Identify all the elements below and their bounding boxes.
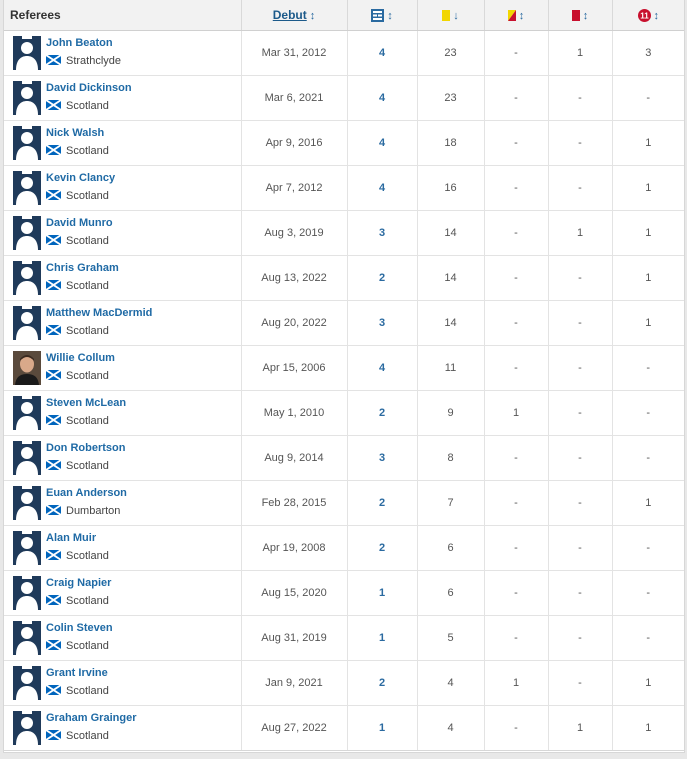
yellow-red-cards-count: - bbox=[484, 616, 548, 661]
scotland-flag-icon bbox=[46, 370, 61, 380]
red-cards-count: - bbox=[548, 166, 612, 211]
penalties-count: 1 bbox=[612, 256, 684, 301]
referee-cell bbox=[4, 706, 241, 751]
red-cards-count: - bbox=[548, 391, 612, 436]
yellow-red-card-icon bbox=[508, 10, 516, 21]
referee-avatar[interactable] bbox=[13, 666, 41, 700]
referee-avatar[interactable] bbox=[13, 531, 41, 565]
debut-date: Mar 31, 2012 bbox=[241, 31, 347, 76]
referee-name-link[interactable]: Don Robertson bbox=[46, 442, 126, 454]
scotland-flag-icon bbox=[46, 730, 61, 740]
yellow-cards-column-header[interactable] bbox=[417, 0, 484, 31]
yellow-cards-count: 16 bbox=[417, 166, 484, 211]
referee-name-link[interactable]: Euan Anderson bbox=[46, 487, 127, 499]
referee-origin-text: Strathclyde bbox=[66, 55, 122, 67]
table-row bbox=[4, 166, 684, 211]
yellow-red-cards-count: 1 bbox=[484, 391, 548, 436]
penalties-count: - bbox=[612, 571, 684, 616]
referee-origin-text: Scotland bbox=[66, 730, 109, 742]
silhouette-icon bbox=[13, 576, 41, 610]
appearances-count[interactable]: 2 bbox=[347, 391, 417, 436]
referee-avatar[interactable] bbox=[13, 351, 41, 385]
yellow-cards-count: 4 bbox=[417, 661, 484, 706]
yellow-red-cards-count: - bbox=[484, 301, 548, 346]
referee-origin-text: Scotland bbox=[66, 550, 109, 562]
yellow-cards-count: 7 bbox=[417, 481, 484, 526]
silhouette-icon bbox=[13, 81, 41, 115]
table-row bbox=[4, 661, 684, 706]
referee-name-link[interactable]: Matthew MacDermid bbox=[46, 307, 153, 319]
silhouette-icon bbox=[13, 171, 41, 205]
silhouette-icon bbox=[13, 711, 41, 745]
red-cards-count: - bbox=[548, 301, 612, 346]
referee-avatar[interactable] bbox=[13, 216, 41, 250]
referee-name-link[interactable]: Grant Irvine bbox=[46, 667, 108, 679]
table-row bbox=[4, 76, 684, 121]
sort-arrow-icon[interactable]: ↕ bbox=[309, 10, 316, 22]
penalties-count: 3 bbox=[612, 31, 684, 76]
referee-origin bbox=[46, 235, 109, 247]
referee-origin-text: Scotland bbox=[66, 415, 109, 427]
referee-origin bbox=[46, 55, 121, 67]
referee-name-link[interactable]: Graham Grainger bbox=[46, 712, 137, 724]
red-cards-count: - bbox=[548, 481, 612, 526]
referee-name-link[interactable]: Colin Steven bbox=[46, 622, 113, 634]
referee-cell bbox=[4, 481, 241, 526]
referee-origin bbox=[46, 190, 109, 202]
appearances-count[interactable]: 3 bbox=[347, 436, 417, 481]
referee-origin bbox=[46, 505, 120, 517]
red-cards-count: - bbox=[548, 436, 612, 481]
referee-avatar[interactable] bbox=[13, 126, 41, 160]
debut-date: Jan 9, 2021 bbox=[241, 661, 347, 706]
referee-avatar[interactable] bbox=[13, 36, 41, 70]
referee-origin-text: Scotland bbox=[66, 370, 109, 382]
debut-sort-link[interactable]: Debut bbox=[272, 8, 307, 22]
yellow-red-cards-count: - bbox=[484, 121, 548, 166]
referee-origin-text: Scotland bbox=[66, 595, 109, 607]
red-card-icon bbox=[572, 10, 580, 21]
red-cards-count: - bbox=[548, 256, 612, 301]
referee-cell bbox=[4, 391, 241, 436]
referee-origin bbox=[46, 460, 109, 472]
referee-origin-text: Scotland bbox=[66, 325, 109, 337]
referee-origin-text: Scotland bbox=[66, 460, 109, 472]
debut-date: Apr 15, 2006 bbox=[241, 346, 347, 391]
scotland-flag-icon bbox=[46, 235, 61, 245]
scotland-flag-icon bbox=[46, 640, 61, 650]
referee-avatar[interactable] bbox=[13, 261, 41, 295]
red-cards-count: - bbox=[548, 616, 612, 661]
sort-arrow-icon[interactable]: ↕ bbox=[387, 9, 393, 22]
red-cards-count: - bbox=[548, 526, 612, 571]
debut-date: Feb 28, 2015 bbox=[241, 481, 347, 526]
debut-date: Apr 7, 2012 bbox=[241, 166, 347, 211]
referee-cell bbox=[4, 166, 241, 211]
yellow-red-cards-count: 1 bbox=[484, 661, 548, 706]
appearances-count[interactable]: 2 bbox=[347, 661, 417, 706]
referee-origin-text: Scotland bbox=[66, 280, 109, 292]
table-row bbox=[4, 301, 684, 346]
silhouette-icon bbox=[13, 216, 41, 250]
referee-avatar[interactable] bbox=[13, 171, 41, 205]
debut-column-header[interactable] bbox=[241, 0, 347, 31]
yellow-red-cards-count: - bbox=[484, 76, 548, 121]
red-cards-count: - bbox=[548, 571, 612, 616]
yellow-red-cards-count: - bbox=[484, 436, 548, 481]
debut-date: Mar 6, 2021 bbox=[241, 76, 347, 121]
table-row bbox=[4, 256, 684, 301]
red-cards-count: 1 bbox=[548, 706, 612, 751]
yellow-cards-count: 6 bbox=[417, 526, 484, 571]
referee-avatar[interactable] bbox=[13, 621, 41, 655]
debut-date: Aug 9, 2014 bbox=[241, 436, 347, 481]
referee-avatar[interactable] bbox=[13, 711, 41, 745]
penalties-count: - bbox=[612, 391, 684, 436]
referee-avatar[interactable] bbox=[13, 396, 41, 430]
debut-date: Aug 27, 2022 bbox=[241, 706, 347, 751]
yellow-cards-count: 23 bbox=[417, 76, 484, 121]
appearances-count[interactable]: 4 bbox=[347, 76, 417, 121]
red-cards-count: - bbox=[548, 346, 612, 391]
red-cards-count: - bbox=[548, 121, 612, 166]
referee-origin bbox=[46, 280, 109, 292]
sort-arrow-icon[interactable]: ↕ bbox=[653, 9, 659, 22]
yellow-red-cards-count: - bbox=[484, 346, 548, 391]
referee-origin-text: Scotland bbox=[66, 145, 109, 157]
red-cards-count: - bbox=[548, 76, 612, 121]
silhouette-icon bbox=[13, 36, 41, 70]
yellow-red-cards-count: - bbox=[484, 526, 548, 571]
scotland-flag-icon bbox=[46, 100, 61, 110]
referee-origin-text: Scotland bbox=[66, 235, 109, 247]
yellow-red-cards-count: - bbox=[484, 571, 548, 616]
referee-photo bbox=[13, 351, 41, 385]
appearances-count[interactable]: 3 bbox=[347, 301, 417, 346]
referee-origin bbox=[46, 100, 109, 112]
referee-origin bbox=[46, 595, 109, 607]
referee-origin bbox=[46, 415, 109, 427]
referee-cell bbox=[4, 31, 241, 76]
debut-date: Aug 31, 2019 bbox=[241, 616, 347, 661]
table-row bbox=[4, 391, 684, 436]
referee-name-link[interactable]: Craig Napier bbox=[46, 577, 112, 589]
referee-avatar[interactable] bbox=[13, 306, 41, 340]
appearances-count[interactable]: 1 bbox=[347, 706, 417, 751]
table-row bbox=[4, 706, 684, 751]
yellow-cards-count: 9 bbox=[417, 391, 484, 436]
referee-origin bbox=[46, 325, 109, 337]
penalties-count: - bbox=[612, 76, 684, 121]
penalties-count: 1 bbox=[612, 166, 684, 211]
appearances-count[interactable]: 4 bbox=[347, 121, 417, 166]
yellow-red-cards-count: - bbox=[484, 706, 548, 751]
referee-cell bbox=[4, 301, 241, 346]
referee-origin-text: Scotland bbox=[66, 685, 109, 697]
referee-avatar[interactable] bbox=[13, 81, 41, 115]
referees-column-header: Referees bbox=[4, 0, 241, 31]
referee-name-link[interactable]: Steven McLean bbox=[46, 397, 127, 409]
table-row bbox=[4, 571, 684, 616]
red-cards-count: 1 bbox=[548, 31, 612, 76]
scotland-flag-icon bbox=[46, 550, 61, 560]
silhouette-icon bbox=[13, 306, 41, 340]
referee-cell bbox=[4, 256, 241, 301]
referee-cell bbox=[4, 571, 241, 616]
penalties-column-header[interactable] bbox=[612, 0, 684, 31]
referee-cell bbox=[4, 616, 241, 661]
yellow-cards-count: 14 bbox=[417, 211, 484, 256]
referee-origin bbox=[46, 640, 109, 652]
yellow-red-cards-count: - bbox=[484, 211, 548, 256]
referee-name-link[interactable]: Chris Graham bbox=[46, 262, 119, 274]
appearances-count[interactable]: 2 bbox=[347, 256, 417, 301]
referee-origin bbox=[46, 685, 109, 697]
red-cards-count: - bbox=[548, 661, 612, 706]
penalties-count: 1 bbox=[612, 481, 684, 526]
referee-avatar[interactable] bbox=[13, 486, 41, 520]
sort-arrow-icon[interactable]: ↕ bbox=[518, 10, 525, 22]
referee-avatar[interactable] bbox=[13, 441, 41, 475]
yellow-red-cards-count: - bbox=[484, 256, 548, 301]
silhouette-icon bbox=[13, 441, 41, 475]
appearances-count[interactable]: 2 bbox=[347, 481, 417, 526]
penalty-badge-icon bbox=[638, 9, 651, 22]
referee-name-link[interactable]: Kevin Clancy bbox=[46, 172, 116, 184]
debut-date: Aug 15, 2020 bbox=[241, 571, 347, 616]
yellow-red-cards-count: - bbox=[484, 166, 548, 211]
yellow-cards-count: 14 bbox=[417, 256, 484, 301]
yellow-cards-count: 18 bbox=[417, 121, 484, 166]
referee-name-link[interactable]: David Dickinson bbox=[46, 82, 132, 94]
silhouette-icon bbox=[13, 126, 41, 160]
table-row bbox=[4, 346, 684, 391]
appearances-count[interactable]: 4 bbox=[347, 346, 417, 391]
referee-cell bbox=[4, 211, 241, 256]
silhouette-icon bbox=[13, 621, 41, 655]
table-row bbox=[4, 526, 684, 571]
silhouette-icon bbox=[13, 486, 41, 520]
appearances-count[interactable]: 4 bbox=[347, 166, 417, 211]
appearances-count[interactable]: 1 bbox=[347, 616, 417, 661]
table-row bbox=[4, 211, 684, 256]
yellow-red-cards-column-header[interactable] bbox=[484, 0, 548, 31]
referee-cell bbox=[4, 346, 241, 391]
yellow-red-cards-count: - bbox=[484, 31, 548, 76]
yellow-cards-count: 4 bbox=[417, 706, 484, 751]
squad-lineup-icon bbox=[371, 9, 384, 22]
referee-origin bbox=[46, 550, 109, 562]
referees-table-panel bbox=[3, 0, 685, 753]
referee-cell bbox=[4, 661, 241, 706]
scotland-flag-icon bbox=[46, 145, 61, 155]
referee-name-link[interactable]: John Beaton bbox=[46, 37, 113, 49]
red-cards-count: 1 bbox=[548, 211, 612, 256]
appearances-count[interactable]: 3 bbox=[347, 211, 417, 256]
appearances-count[interactable]: 2 bbox=[347, 526, 417, 571]
debut-date: Aug 20, 2022 bbox=[241, 301, 347, 346]
referee-name-link[interactable]: Alan Muir bbox=[46, 532, 97, 544]
referee-name-link[interactable]: Nick Walsh bbox=[46, 127, 105, 139]
silhouette-icon bbox=[13, 396, 41, 430]
penalties-count: - bbox=[612, 526, 684, 571]
table-row bbox=[4, 616, 684, 661]
penalties-count: 1 bbox=[612, 301, 684, 346]
referee-name-link[interactable]: David Munro bbox=[46, 217, 113, 229]
scotland-flag-icon bbox=[46, 685, 61, 695]
yellow-cards-count: 23 bbox=[417, 31, 484, 76]
penalties-count: 1 bbox=[612, 706, 684, 751]
referee-origin-text: Scotland bbox=[66, 640, 109, 652]
silhouette-icon bbox=[13, 261, 41, 295]
debut-date: Apr 19, 2008 bbox=[241, 526, 347, 571]
sort-arrow-icon[interactable]: ↕ bbox=[582, 10, 589, 22]
yellow-red-cards-count: - bbox=[484, 481, 548, 526]
appearances-column-header[interactable] bbox=[347, 0, 417, 31]
scotland-flag-icon bbox=[46, 55, 61, 65]
penalties-count: - bbox=[612, 436, 684, 481]
debut-date: Aug 3, 2019 bbox=[241, 211, 347, 256]
svg-text:11: 11 bbox=[639, 11, 649, 21]
referee-origin-text: Dumbarton bbox=[66, 505, 121, 517]
silhouette-icon bbox=[13, 666, 41, 700]
referee-origin bbox=[46, 370, 109, 382]
referee-origin-text: Scotland bbox=[66, 100, 109, 112]
referee-cell bbox=[4, 76, 241, 121]
penalties-count: 1 bbox=[612, 121, 684, 166]
red-cards-column-header[interactable] bbox=[548, 0, 612, 31]
scotland-flag-icon bbox=[46, 505, 61, 515]
table-row bbox=[4, 121, 684, 166]
referee-origin-text: Scotland bbox=[66, 190, 109, 202]
referee-avatar[interactable] bbox=[13, 576, 41, 610]
yellow-cards-count: 14 bbox=[417, 301, 484, 346]
referees-table bbox=[4, 0, 684, 751]
yellow-card-icon bbox=[442, 10, 450, 21]
debut-date: May 1, 2010 bbox=[241, 391, 347, 436]
appearances-count[interactable]: 4 bbox=[347, 31, 417, 76]
penalties-count: 1 bbox=[612, 211, 684, 256]
referee-origin bbox=[46, 730, 109, 742]
scotland-flag-icon bbox=[46, 190, 61, 200]
table-row bbox=[4, 436, 684, 481]
referee-cell bbox=[4, 526, 241, 571]
scotland-flag-icon bbox=[46, 280, 61, 290]
referee-cell bbox=[4, 436, 241, 481]
debut-date: Apr 9, 2016 bbox=[241, 121, 347, 166]
scotland-flag-icon bbox=[46, 325, 61, 335]
referee-origin bbox=[46, 145, 109, 157]
table-header-row bbox=[4, 0, 684, 31]
table-row bbox=[4, 31, 684, 76]
yellow-cards-count: 11 bbox=[417, 346, 484, 391]
sort-arrow-icon[interactable]: ↓ bbox=[453, 10, 459, 22]
yellow-cards-count: 6 bbox=[417, 571, 484, 616]
penalties-count: 1 bbox=[612, 661, 684, 706]
debut-date: Aug 13, 2022 bbox=[241, 256, 347, 301]
yellow-cards-count: 5 bbox=[417, 616, 484, 661]
appearances-count[interactable]: 1 bbox=[347, 571, 417, 616]
scotland-flag-icon bbox=[46, 415, 61, 425]
silhouette-icon bbox=[13, 531, 41, 565]
referee-cell bbox=[4, 121, 241, 166]
scotland-flag-icon bbox=[46, 460, 61, 470]
table-row bbox=[4, 481, 684, 526]
penalties-count: - bbox=[612, 346, 684, 391]
referee-name-link[interactable]: Willie Collum bbox=[46, 352, 115, 364]
penalties-count: - bbox=[612, 616, 684, 661]
scotland-flag-icon bbox=[46, 595, 61, 605]
yellow-cards-count: 8 bbox=[417, 436, 484, 481]
